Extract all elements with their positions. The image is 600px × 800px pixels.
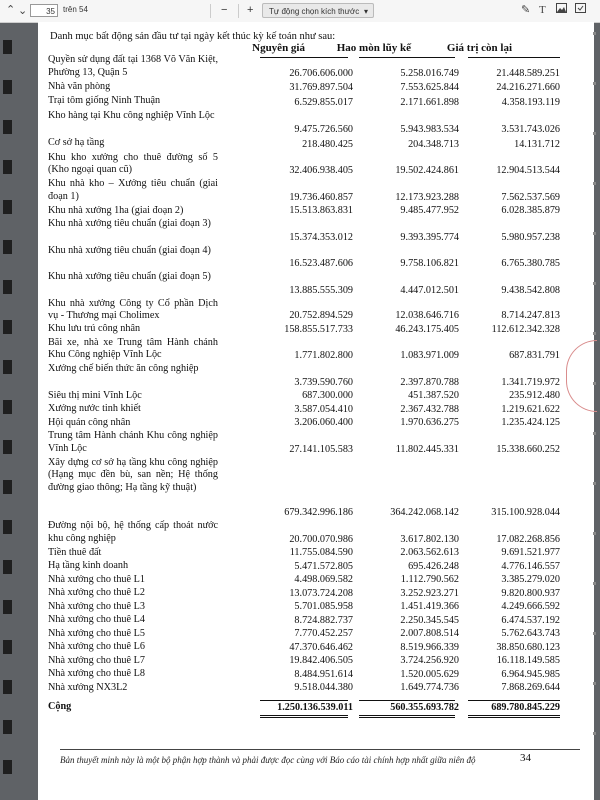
row-depreciation: 46.243.175.405 [395,323,459,335]
row-depreciation: 1.451.419.366 [400,601,459,612]
row-name: Cơ sở hạ tầng [48,137,105,148]
total-net-value: 689.780.845.229 [491,701,560,713]
row-net-value: 315.100.928.044 [491,507,560,518]
row-depreciation: 3.724.256.920 [400,655,459,666]
row-net-value: 9.438.542.808 [501,284,560,296]
table-row [48,95,560,109]
row-cost: 1.771.802.800 [294,350,353,361]
table-row [48,430,560,456]
row-net-value: 6.474.537.192 [501,614,560,626]
row-cost: 27.141.105.583 [289,443,353,455]
row-cost: 687.300.000 [302,390,353,401]
row-cost: 4.498.069.582 [294,574,353,585]
zoom-select[interactable] [262,3,374,18]
table-row [48,520,560,546]
row-depreciation: 7.553.625.844 [400,82,459,93]
table-row [48,546,560,560]
row-name: Hạ tầng kinh doanh [48,560,129,571]
image-icon[interactable] [556,3,567,17]
table-row [48,80,560,95]
table-row [48,323,560,336]
row-name: Khu nhà kho – Xưởng tiêu chuẩn (giai đoạn 1) [48,178,218,202]
row-net-value: 7.868.269.644 [501,682,560,693]
row-depreciation: 5.258.016.749 [400,67,459,79]
row-name: Nhà xưởng NX3L2 [48,681,128,693]
total-label: Cộng [48,701,72,712]
row-cost: 8.724.882.737 [294,614,353,626]
row-depreciation: 2.007.808.514 [400,628,459,639]
row-net-value: 24.216.271.660 [496,82,560,93]
pen-icon[interactable]: ✎ [521,4,531,16]
row-net-value: 38.850.680.123 [496,641,560,653]
text-icon[interactable]: T [539,4,546,16]
row-cost: 11.755.084.590 [289,547,353,558]
row-name: Khu nhà xưởng 1ha (giai đoạn 2) [48,204,184,216]
footer-divider [60,749,580,750]
table-row [48,109,560,137]
row-depreciation: 3.252.923.271 [400,587,459,599]
row-name: Tiền thuê đất [48,546,102,558]
row-cost: 15.374.353.012 [289,231,353,243]
zoom-select-value: Tự động chọn kích thước [269,7,360,16]
row-depreciation: 9.758.106.821 [400,258,459,269]
table-row [48,363,560,389]
row-net-value: 14.131.712 [514,138,560,150]
row-cost: 7.770.452.257 [294,628,353,639]
row-net-value: 6.964.945.985 [501,668,560,680]
table-row [48,456,560,520]
row-depreciation: 12.038.646.716 [395,310,459,321]
row-net-value: 21.448.589.251 [496,67,560,79]
row-cost: 158.855.517.733 [284,323,353,335]
chevron-down-icon[interactable]: ⌄ [18,5,28,17]
total-bottom-rule [359,717,455,718]
row-net-value: 5.980.957.238 [501,231,560,243]
row-depreciation: 2.171.661.898 [400,96,459,108]
row-depreciation: 2.063.562.613 [400,547,459,558]
row-name: Siêu thị mini Vĩnh Lộc [48,389,142,401]
row-name: Kho hàng tại Khu công nghiệp Vĩnh Lộc [48,109,215,121]
total-row [48,701,560,714]
table-row [48,416,560,430]
table-row [48,614,560,627]
table-row [48,587,560,600]
row-name: Trại tôm giống Ninh Thuận [48,95,161,106]
pdf-toolbar [0,0,600,23]
row-name: Quyền sử dụng đất tại 1368 Võ Văn Kiệt, Phường 13, Quận 5 [48,54,218,78]
row-cost: 9.518.044.380 [294,682,353,693]
row-depreciation: 204.348.713 [408,138,459,150]
row-depreciation: 2.367.432.788 [400,403,459,415]
row-cost: 9.475.726.560 [294,124,353,135]
row-net-value: 1.219.621.622 [501,403,560,415]
row-name: Nhà xưởng cho thuê L8 [48,668,145,679]
row-name: Khu lưu trú công nhân [48,323,141,334]
left-page-edge [0,22,14,800]
row-net-value: 6.028.385.879 [501,205,560,216]
row-cost: 47.370.646.462 [289,641,353,653]
table-row [48,54,560,80]
row-name: Khu nhà xưởng Công ty Cổ phần Dịch vụ - Thương mại Cholimex [48,297,218,321]
row-net-value: 6.765.380.785 [501,258,560,269]
total-bottom-rule [468,715,560,716]
row-name: Khu nhà xưởng tiêu chuẩn (giai đoạn 4) [48,244,211,256]
row-name: Nhà xưởng cho thuê L2 [48,587,145,598]
table-row [48,403,560,416]
row-depreciation: 9.393.395.774 [400,231,459,243]
row-depreciation: 1.649.774.736 [400,682,459,693]
row-cost: 3.206.060.400 [294,417,353,428]
row-net-value: 5.762.643.743 [501,628,560,639]
table-row [48,573,560,587]
row-cost: 19.736.460.857 [289,191,353,203]
table-row [48,641,560,654]
column-header-net-value: Giá trị còn lại [446,42,512,54]
table-row [48,178,560,204]
row-net-value: 3.385.279.020 [501,574,560,585]
row-depreciation: 2.250.345.545 [400,614,459,626]
row-net-value: 9.820.800.937 [501,587,560,599]
row-depreciation: 2.397.870.788 [400,376,459,388]
row-depreciation: 19.502.424.861 [395,165,459,176]
row-net-value: 7.562.537.569 [501,191,560,203]
row-depreciation: 12.173.923.288 [395,191,459,203]
table-row [48,151,560,178]
column-header-depreciation: Hao mòn lũy kế [336,42,411,54]
row-name: Hội quán công nhân [48,416,131,428]
row-cost: 31.769.897.504 [289,82,353,93]
table-row [48,271,560,297]
row-cost: 8.484.951.614 [294,668,353,680]
row-net-value: 4.776.146.557 [501,560,560,572]
row-net-value: 112.612.342.328 [491,323,560,335]
row-net-value: 16.118.149.585 [496,655,560,666]
toolbar-divider [238,4,239,18]
total-bottom-rule [468,717,560,718]
row-cost: 19.842.406.505 [289,655,353,666]
table-row [48,560,560,573]
table-row [48,600,560,614]
zoom-out-button[interactable]: − [221,4,228,16]
table-row [48,297,560,323]
row-cost: 3.739.590.760 [294,376,353,388]
row-name: Nhà xưởng cho thuê L5 [48,627,145,639]
row-cost: 218.480.425 [302,138,353,150]
row-depreciation: 1.970.636.275 [400,417,459,428]
row-depreciation: 1.083.971.009 [400,350,459,361]
page-number: 34 [520,752,531,764]
toolbar-divider [210,4,211,18]
row-net-value: 1.341.719.972 [501,376,560,388]
row-name: Khu kho xưởng cho thuê đường số 5 (Kho ngoại quan cũ) [48,151,218,175]
row-net-value: 4.358.193.119 [501,96,560,108]
table-row [48,336,560,363]
row-cost: 32.406.938.405 [289,165,353,176]
row-depreciation: 451.387.520 [408,390,459,401]
row-cost: 5.701.085.958 [294,601,353,612]
row-name: Bãi xe, nhà xe Trung tâm Hành chánh Khu Công nghiệp Vĩnh Lộc [48,336,218,360]
chevron-down-icon: ▾ [363,7,368,16]
row-name: Đường nội bộ, hệ thống cấp thoát nước khu công nghiệp [48,520,218,544]
row-name: Nhà xưởng cho thuê L1 [48,573,145,585]
footer-note: Bản thuyết minh này là một bộ phận hợp thành và phải được đọc cùng với Báo cáo tài chính hợp nhất giữa niên độ [60,755,476,765]
row-cost: 5.471.572.805 [294,560,353,572]
row-net-value: 8.714.247.813 [501,310,560,321]
table-row [48,218,560,244]
row-net-value: 4.249.666.592 [501,601,560,612]
row-depreciation: 8.519.966.339 [400,641,459,653]
row-name: Khu nhà xưởng tiêu chuẩn (giai đoạn 5) [48,271,211,282]
row-name: Khu nhà xưởng tiêu chuẩn (giai đoạn 3) [48,218,211,229]
row-cost: 20.700.070.986 [289,533,353,545]
row-depreciation: 9.485.477.952 [400,205,459,216]
total-bottom-rule [260,715,348,716]
row-name: Nhà xưởng cho thuê L4 [48,614,145,625]
row-depreciation: 5.943.983.534 [400,124,459,135]
row-net-value: 9.691.521.977 [501,547,560,558]
row-net-value: 1.235.424.125 [501,417,560,428]
table-row [48,204,560,218]
row-depreciation: 1.112.790.562 [400,574,459,585]
row-net-value: 687.831.791 [509,350,560,361]
total-bottom-rule [359,715,455,716]
row-depreciation: 364.242.068.142 [390,507,459,518]
page-total-label: trên 54 [63,5,88,14]
table-row [48,668,560,681]
row-net-value: 3.531.743.026 [501,124,560,135]
table-row [48,681,560,695]
table-row [48,627,560,641]
total-cost: 1.250.136.539.011 [277,701,353,713]
row-name: Nhà xưởng cho thuê L3 [48,600,145,612]
row-depreciation: 11.802.445.331 [395,443,459,455]
row-cost: 3.587.054.410 [294,403,353,415]
row-name: Nhà xưởng cho thuê L7 [48,654,145,666]
page-number-input[interactable]: 35 [30,4,58,17]
table-row [48,654,560,668]
row-cost: 13.073.724.208 [289,587,353,599]
row-net-value: 12.904.513.544 [496,165,560,176]
comment-icon[interactable] [575,3,586,17]
column-header-cost: Nguyên giá [252,42,305,54]
row-cost: 20.752.894.529 [289,310,353,321]
table-row [48,137,560,151]
row-name: Trung tâm Hành chánh Khu công nghiệp Vĩnh Lộc [48,430,218,454]
row-name: Xưởng nước tinh khiết [48,403,141,414]
row-cost: 6.529.855.017 [294,96,353,108]
row-net-value: 15.338.660.252 [496,443,560,455]
row-depreciation: 3.617.802.130 [400,533,459,545]
table-row [48,244,560,271]
row-name: Xây dựng cơ sở hạ tầng khu công nghiệp (Hạng mục đền bù, san nền; Hệ thống đường giao thông; Hạ tầng kỹ thuật) [48,456,218,493]
chevron-up-icon[interactable]: ⌃ [6,4,16,16]
row-name: Xưởng chế biến thức ăn công nghiệp [48,363,199,374]
total-bottom-rule [260,717,348,718]
row-depreciation: 4.447.012.501 [400,284,459,296]
row-cost: 15.513.863.831 [289,205,353,216]
row-cost: 26.706.606.000 [289,67,353,79]
row-net-value: 17.082.268.856 [496,533,560,545]
row-net-value: 235.912.480 [509,390,560,401]
row-depreciation: 1.520.005.629 [400,668,459,680]
row-depreciation: 695.426.248 [408,560,459,572]
row-cost: 16.523.487.606 [289,258,353,269]
row-cost: 679.342.996.186 [284,507,353,518]
table-intro: Danh mục bất động sản đầu tư tại ngày kết thúc kỳ kế toán như sau: [50,31,336,42]
row-name: Nhà xưởng cho thuê L6 [48,641,145,652]
total-depreciation: 560.355.693.782 [390,701,459,713]
table-row [48,389,560,403]
row-cost: 13.885.555.309 [289,284,353,296]
row-name: Nhà văn phòng [48,80,111,92]
zoom-in-button[interactable]: + [247,4,254,16]
